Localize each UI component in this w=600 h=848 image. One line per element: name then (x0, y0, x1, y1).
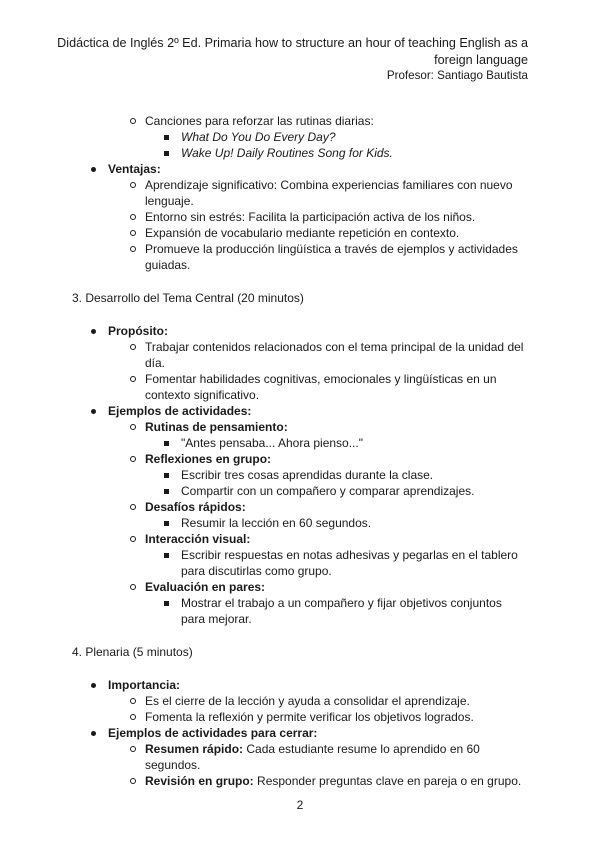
ventaja-item (145, 209, 475, 225)
song-title-bullet-icon (164, 145, 172, 161)
header-course-line: Didáctica de Inglés 2º Ed. Primaria how to structure an hour of teaching English as a (57, 36, 528, 50)
proposito-item-text: Fomentar habilidades cognitivas, emocionales y lingüísticas en un (145, 372, 497, 386)
activity-item-bullet-icon (164, 435, 172, 451)
activity-group-title-text: Evaluación en pares: (145, 580, 266, 594)
activity-item (181, 483, 474, 499)
header-course-line-2: foreign language (434, 53, 528, 67)
importancia-heading-bullet-icon (91, 677, 99, 693)
importancia-item-bullet-icon (130, 709, 138, 725)
activity-group-title-text: Rutinas de pensamiento: (145, 420, 288, 434)
section-4-heading: 4. Plenaria (5 minutos) (72, 645, 193, 659)
importancia-item-text: Es el cierre de la lección y ayuda a consolidar el aprendizaje. (145, 694, 470, 708)
activity-group-title (145, 499, 246, 515)
activity-item (181, 435, 363, 451)
activity-item-bullet-icon (164, 595, 172, 611)
importancia-heading-text: Importancia: (108, 678, 181, 692)
cerrar-item (145, 773, 521, 789)
proposito-item (145, 339, 523, 355)
ventajas-heading (108, 161, 161, 177)
activity-item-text: Resumir la lección en 60 segundos. (181, 516, 372, 530)
importancia-item (145, 693, 470, 709)
ventaja-item (145, 225, 459, 241)
activity-group-title (145, 419, 288, 435)
cerrar-item-text: Cada estudiante resume lo aprendido en 60 (243, 742, 480, 756)
activity-item-text: Escribir respuestas en notas adhesivas y pegarlas en el tablero (181, 548, 518, 562)
ventajas-heading-text: Ventajas: (108, 162, 161, 176)
proposito-item-bullet-icon (130, 371, 138, 387)
ventaja-item-bullet-icon (130, 209, 138, 225)
header-professor: Profesor: Santiago Bautista (386, 69, 528, 82)
cerrar-item-text: Revisión en grupo: (145, 774, 254, 788)
activity-group-title-bullet-icon (130, 451, 138, 467)
importancia-item-text: Fomenta la reflexión y permite verificar los objetivos logrados. (145, 710, 474, 724)
activity-group-title-bullet-icon (130, 499, 138, 515)
ventajas-heading-bullet-icon (91, 161, 99, 177)
importancia-item (145, 709, 474, 725)
activity-item (181, 467, 433, 483)
proposito-item-text: contexto significativo. (145, 388, 260, 402)
proposito-item-text: día. (145, 356, 166, 370)
ventaja-item-text: guiadas. (145, 258, 191, 272)
importancia-heading (108, 677, 180, 693)
activity-group-title (145, 531, 250, 547)
ventaja-item (145, 177, 513, 193)
activity-group-title-bullet-icon (130, 579, 138, 595)
ejemplos-heading (108, 403, 251, 419)
songs-label-bullet-icon (130, 113, 138, 129)
activity-item (181, 515, 371, 531)
proposito-heading-text: Propósito: (108, 324, 168, 338)
ventaja-item-text: Promueve la producción lingüística a través de ejemplos y actividades (145, 242, 518, 256)
proposito-item (145, 371, 497, 387)
ventaja-item-text: Aprendizaje significativo: Combina experiencias familiares con nuevo (145, 178, 513, 192)
song-title (181, 145, 393, 161)
activity-group-title (145, 579, 265, 595)
activity-item-text: para discutirlas como grupo. (181, 564, 332, 578)
activity-item-bullet-icon (164, 483, 172, 499)
cerrar-item-text: Resumen rápido: (145, 742, 244, 756)
activity-item-text: Escribir tres cosas aprendidas durante la clase. (181, 468, 434, 482)
songs-label-text: Canciones para reforzar las rutinas diarias: (145, 114, 374, 128)
song-title-text: What Do You Do Every Day? (181, 130, 336, 144)
proposito-heading (108, 323, 168, 339)
ventaja-item-bullet-icon (130, 241, 138, 257)
ventaja-item-text: Expansión de vocabulario mediante repetición en contexto. (145, 226, 460, 240)
activity-item (181, 595, 502, 611)
song-title (181, 129, 336, 145)
proposito-heading-bullet-icon (91, 323, 99, 339)
activity-item-bullet-icon (164, 547, 172, 563)
activity-group-title-bullet-icon (130, 531, 138, 547)
cerrar-item-bullet-icon (130, 773, 138, 789)
songs-label (145, 113, 374, 129)
proposito-item-bullet-icon (130, 339, 138, 355)
cerrar-item (145, 741, 480, 757)
section-3-heading: 3. Desarrollo del Tema Central (20 minutos) (72, 291, 304, 305)
ventaja-item-text: lenguaje. (145, 194, 194, 208)
ventaja-item-text: Entorno sin estrés: Facilita la participación activa de los niños. (145, 210, 476, 224)
activity-item (181, 563, 332, 579)
ventaja-item (145, 257, 190, 273)
activity-item-bullet-icon (164, 467, 172, 483)
activity-group-title-bullet-icon (130, 419, 138, 435)
activity-item-text: Mostrar el trabajo a un compañero y fijar objetivos conjuntos (181, 596, 502, 610)
cerrar-heading-text: Ejemplos de actividades para cerrar: (108, 726, 318, 740)
ventaja-item-bullet-icon (130, 225, 138, 241)
ventaja-item (145, 193, 194, 209)
cerrar-heading (108, 725, 317, 741)
ejemplos-heading-text: Ejemplos de actividades: (108, 404, 252, 418)
cerrar-item-text: segundos. (145, 758, 201, 772)
cerrar-heading-bullet-icon (91, 725, 99, 741)
activity-item (181, 611, 252, 627)
activity-item-text: para mejorar. (181, 612, 252, 626)
proposito-item (145, 387, 259, 403)
activity-item-text: "Antes pensaba... Ahora pienso..." (181, 436, 363, 450)
song-title-text: Wake Up! Daily Routines Song for Kids. (181, 146, 393, 160)
song-title-bullet-icon (164, 129, 172, 145)
activity-group-title-text: Desafíos rápidos: (145, 500, 246, 514)
proposito-item (145, 355, 165, 371)
cerrar-item (145, 757, 200, 773)
activity-group-title-text: Reflexiones en grupo: (145, 452, 272, 466)
activity-item-bullet-icon (164, 515, 172, 531)
ventaja-item (145, 241, 518, 257)
importancia-item-bullet-icon (130, 693, 138, 709)
ventaja-item-bullet-icon (130, 177, 138, 193)
activity-item-text: Compartir con un compañero y comparar aprendizajes. (181, 484, 475, 498)
proposito-item-text: Trabajar contenidos relacionados con el tema principal de la unidad del (145, 340, 524, 354)
activity-group-title-text: Interacción visual: (145, 532, 251, 546)
cerrar-item-text: Responder preguntas clave en pareja o en grupo. (253, 774, 522, 788)
activity-item (181, 547, 518, 563)
page-number: 2 (296, 798, 304, 812)
cerrar-item-bullet-icon (130, 741, 138, 757)
activity-group-title (145, 451, 271, 467)
ejemplos-heading-bullet-icon (91, 403, 99, 419)
